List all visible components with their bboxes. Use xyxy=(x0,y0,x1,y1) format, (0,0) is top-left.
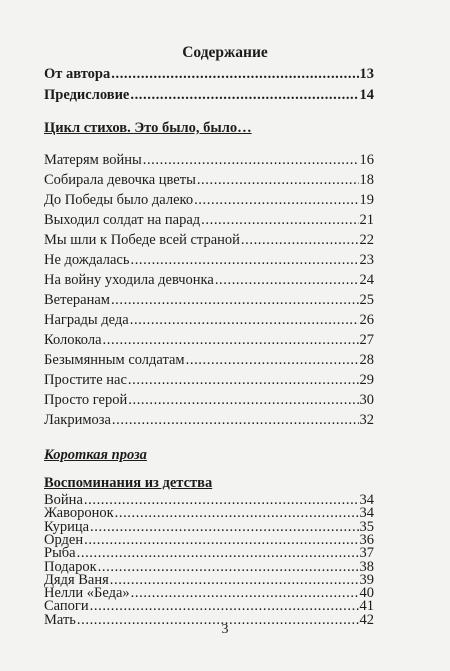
toc-entry-page: 19 xyxy=(359,192,374,208)
toc-entry-page: 24 xyxy=(359,272,374,288)
toc-leader-dots xyxy=(98,560,359,574)
section-heading-memories: Воспоминания из детства xyxy=(44,475,213,491)
toc-leader-dots xyxy=(77,546,359,560)
toc-entry-page: 36 xyxy=(359,531,374,548)
toc-entry-page: 25 xyxy=(359,292,374,308)
toc-entry xyxy=(44,599,374,613)
toc-leader-dots xyxy=(103,332,359,349)
toc-entry xyxy=(44,533,374,547)
toc-leader-dots xyxy=(84,533,358,547)
toc-entry-page: 37 xyxy=(359,545,374,562)
toc-entry-label: Мать xyxy=(44,611,76,628)
toc-entry-page: 42 xyxy=(359,611,374,628)
toc-entry-label: Матерям войны xyxy=(44,152,142,168)
toc-leader-dots xyxy=(110,573,359,587)
toc-entry-label: Курица xyxy=(44,518,90,535)
toc-entry xyxy=(44,412,374,429)
toc-entry-label: Орден xyxy=(44,531,84,548)
toc-leader-dots xyxy=(90,599,359,613)
toc-leader-dots xyxy=(112,412,359,429)
toc-leader-dots xyxy=(130,252,358,269)
toc-entry-label: Сапоги xyxy=(44,598,89,615)
toc-entry xyxy=(44,272,374,289)
toc-entry-page: 34 xyxy=(359,492,374,508)
toc-entry xyxy=(44,520,374,534)
toc-leader-dots xyxy=(111,292,359,309)
toc-entry-page: 18 xyxy=(359,172,374,188)
toc-leader-dots xyxy=(143,152,359,169)
toc-entry xyxy=(44,292,374,309)
toc-entry-page: 23 xyxy=(359,252,374,268)
toc-entry-label: Награды деда xyxy=(44,312,129,328)
toc-entry-page: 40 xyxy=(359,585,374,602)
toc-entry-page: 29 xyxy=(359,372,374,388)
toc-entry-author xyxy=(44,66,374,83)
toc-entry xyxy=(44,372,374,389)
toc-entry xyxy=(44,192,374,209)
toc-leader-dots xyxy=(197,172,359,189)
toc-entry-label: Дядя Ваня xyxy=(44,571,109,588)
toc-entry-label: Безымянным солдатам xyxy=(44,352,185,368)
toc-entry-label: Подарок xyxy=(44,558,97,575)
toc-entry-label: Простите нас xyxy=(44,372,127,388)
toc-entry-page: 34 xyxy=(359,505,374,522)
toc-leader-dots xyxy=(115,506,359,520)
toc-entry-page: 22 xyxy=(359,232,374,248)
toc-entry-label: Рыба xyxy=(44,545,76,562)
toc-entry-page: 16 xyxy=(359,152,374,168)
toc-entry-label: От автора xyxy=(44,66,111,82)
toc-entry xyxy=(44,232,374,249)
toc-entry-label: Мы шли к Победе всей страной xyxy=(44,232,240,248)
toc-entry xyxy=(44,506,374,520)
page-number: 3 xyxy=(221,622,229,637)
toc-entry-label: До Победы было далеко xyxy=(44,192,194,208)
toc-entry-label: Нелли «Беда» xyxy=(44,585,130,602)
toc-entry-label: Жаворонок xyxy=(44,505,114,522)
toc-leader-dots xyxy=(128,392,358,409)
toc-entry xyxy=(44,312,374,329)
toc-leader-dots xyxy=(215,272,359,289)
toc-leader-dots xyxy=(130,87,358,104)
toc-entry-page: 21 xyxy=(359,212,374,228)
toc-leader-dots xyxy=(130,312,359,329)
section-heading-poems: Цикл стихов. Это было, было… xyxy=(44,120,252,136)
toc-entry xyxy=(44,252,374,269)
toc-leader-dots xyxy=(84,493,359,507)
toc-entry-label: Выходил солдат на парад xyxy=(44,212,201,228)
toc-leader-dots xyxy=(241,232,359,249)
toc-entry-page: 30 xyxy=(359,392,374,408)
toc-entry-page: 27 xyxy=(359,332,374,348)
toc-entry xyxy=(44,172,374,189)
toc-entry-page: 38 xyxy=(359,558,374,575)
toc-leader-dots xyxy=(131,586,359,600)
toc-leader-dots xyxy=(201,212,358,229)
toc-entry-label: Лакримоза xyxy=(44,412,111,428)
toc-entry xyxy=(44,352,374,369)
toc-entry-page: 26 xyxy=(359,312,374,328)
toc-entry-page: 35 xyxy=(359,518,374,535)
toc-entry xyxy=(44,212,374,229)
toc-leader-dots xyxy=(90,520,358,534)
toc-entry-page: 14 xyxy=(359,87,374,103)
toc-entry xyxy=(44,332,374,349)
toc-entry-label: Предисловие xyxy=(44,87,130,103)
toc-leader-dots xyxy=(128,372,359,389)
toc-leader-dots xyxy=(186,352,359,369)
toc-entry-page: 41 xyxy=(359,598,374,615)
toc-entry-page: 39 xyxy=(359,571,374,588)
toc-entry xyxy=(44,586,374,600)
page-title: Содержание xyxy=(182,44,268,61)
toc-entry xyxy=(44,152,374,169)
toc-entry-label: Не дождалась xyxy=(44,252,130,268)
toc-entry-page: 13 xyxy=(359,66,374,82)
toc-entry-label: На войну уходила девчонка xyxy=(44,272,214,288)
toc-entry-label: Просто герой xyxy=(44,392,128,408)
toc-entry-page: 28 xyxy=(359,352,374,368)
toc-entry-page: 32 xyxy=(359,412,374,428)
toc-entry-label: Колокола xyxy=(44,332,102,348)
toc-entry xyxy=(44,392,374,409)
toc-entry-label: Ветеранам xyxy=(44,292,110,308)
toc-leader-dots xyxy=(194,192,358,209)
section-heading-prose: Короткая проза xyxy=(44,447,147,463)
toc-leader-dots xyxy=(111,66,358,83)
toc-entry-label: Война xyxy=(44,492,83,508)
toc-entry-preface xyxy=(44,87,374,104)
toc-entry-label: Собирала девочка цветы xyxy=(44,172,196,188)
